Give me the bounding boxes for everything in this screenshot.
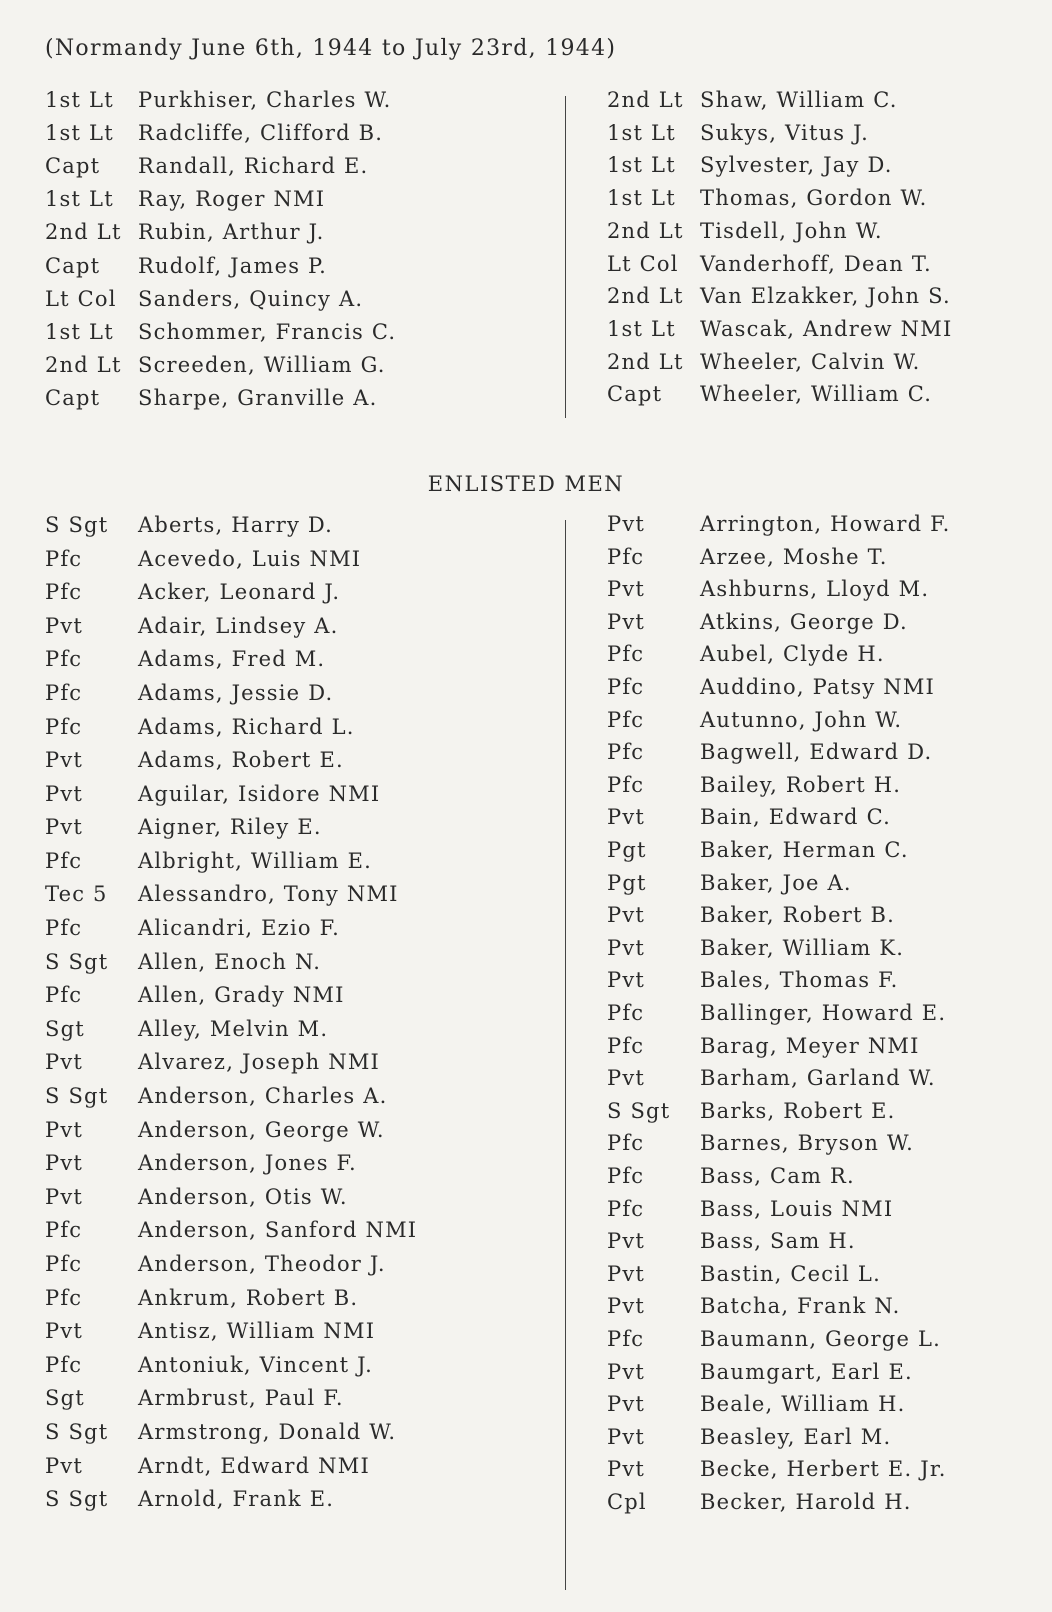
rank-label: Capt (45, 385, 101, 410)
person-name: Adair, Lindsey A. (138, 613, 339, 638)
rank-label: Pgt (607, 870, 647, 895)
person-name: Alicandri, Ezio F. (138, 916, 340, 941)
rank-label: Capt (45, 154, 101, 179)
rank-label: Pfc (607, 772, 645, 797)
person-name: Beale, William H. (700, 1392, 906, 1417)
person-name: Anderson, Otis W. (138, 1184, 348, 1209)
rank-label: 2nd Lt (607, 284, 684, 309)
rank-label: Pvt (607, 935, 646, 960)
rank-label: Pfc (45, 680, 83, 705)
person-name: Alessandro, Tony NMI (138, 882, 399, 907)
rank-label: Cpl (607, 1490, 647, 1514)
person-name: Ashburns, Lloyd M. (700, 577, 930, 602)
enlisted-column-divider (565, 520, 566, 1590)
person-name: Adams, Richard L. (138, 714, 355, 739)
person-name: Ankrum, Robert B. (138, 1285, 359, 1310)
person-name: Autunno, John W. (700, 707, 903, 732)
rank-label: 1st Lt (45, 121, 114, 146)
rank-label: Pfc (45, 983, 83, 1008)
rank-label: 1st Lt (45, 319, 114, 344)
person-name: Baker, Robert B. (700, 903, 895, 928)
rank-label: 1st Lt (45, 187, 114, 212)
person-name: Radcliffe, Clifford B. (138, 121, 384, 146)
rank-label: Sgt (45, 1016, 85, 1041)
person-name: Anderson, George W. (138, 1117, 385, 1142)
person-name: Barham, Garland W. (700, 1066, 936, 1091)
person-name: Bass, Cam R. (700, 1164, 855, 1188)
rank-label: Lt Col (607, 251, 679, 276)
rank-label: Pfc (607, 642, 645, 667)
rank-label: Pfc (607, 707, 645, 732)
page-heading: (Normandy June 6th, 1944 to July 23rd, 1944) (45, 36, 617, 61)
rank-label: Pvt (607, 1457, 646, 1482)
person-name: Anderson, Jones F. (138, 1151, 357, 1176)
person-name: Ray, Roger NMI (138, 187, 326, 212)
person-name: Alvarez, Joseph NMI (138, 1050, 381, 1075)
rank-label: 1st Lt (45, 88, 114, 112)
rank-label: 2nd Lt (45, 352, 122, 377)
rank-label: Pvt (45, 1151, 84, 1176)
person-name: Screeden, William G. (138, 352, 386, 377)
rank-label: Pvt (45, 1453, 84, 1478)
person-name: Batcha, Frank N. (700, 1294, 901, 1319)
rank-label: S Sgt (45, 1487, 109, 1512)
rank-label: S Sgt (45, 1419, 109, 1444)
person-name: Becker, Harold H. (700, 1490, 912, 1514)
rank-label: S Sgt (45, 513, 109, 537)
rank-label: 1st Lt (607, 186, 676, 211)
rank-label: Pfc (607, 1033, 645, 1058)
rank-label: Pfc (45, 714, 83, 739)
person-name: Anderson, Theodor J. (138, 1251, 386, 1276)
person-name: Baker, William K. (700, 935, 905, 960)
person-name: Antoniuk, Vincent J. (138, 1352, 373, 1377)
person-name: Wascak, Andrew NMI (700, 316, 953, 341)
rank-label: Pvt (607, 512, 646, 536)
rank-label: Pvt (607, 1261, 646, 1286)
person-name: Van Elzakker, John S. (700, 284, 951, 309)
rank-label: Pfc (45, 1285, 83, 1310)
person-name: Purkhiser, Charles W. (138, 88, 392, 112)
rank-label: Pfc (607, 1131, 645, 1156)
rank-label: Pvt (45, 1184, 84, 1209)
person-name: Ballinger, Howard E. (700, 1001, 947, 1025)
rank-label: S Sgt (45, 1084, 109, 1109)
person-name: Antisz, William NMI (138, 1319, 376, 1344)
person-name: Beasley, Earl M. (700, 1424, 892, 1449)
rank-label: 1st Lt (607, 153, 676, 178)
rank-label: Pvt (607, 609, 646, 634)
rank-label: Pfc (45, 848, 83, 873)
person-name: Sharpe, Granville A. (138, 385, 378, 410)
person-name: Arnold, Frank E. (138, 1487, 335, 1512)
rank-label: Pvt (607, 968, 646, 993)
person-name: Baker, Joe A. (700, 870, 852, 895)
person-name: Thomas, Gordon W. (700, 186, 928, 211)
person-name: Sukys, Vitus J. (700, 120, 870, 145)
person-name: Baumgart, Earl E. (700, 1359, 913, 1384)
person-name: Armbrust, Paul F. (138, 1386, 344, 1411)
rank-label: Pvt (45, 781, 84, 806)
person-name: Bass, Louis NMI (700, 1196, 894, 1221)
rank-label: Pfc (607, 1327, 645, 1351)
rank-label: Pvt (607, 1424, 646, 1449)
rank-label: Capt (45, 253, 101, 278)
person-name: Allen, Grady NMI (138, 983, 345, 1008)
rank-label: Pvt (607, 1359, 646, 1384)
person-name: Sylvester, Jay D. (700, 153, 893, 178)
person-name: Arzee, Moshe T. (700, 544, 888, 569)
person-name: Bailey, Robert H. (700, 772, 902, 797)
person-name: Aubel, Clyde H. (700, 642, 885, 667)
person-name: Shaw, William C. (700, 88, 898, 112)
person-name: Acker, Leonard J. (138, 580, 341, 605)
rank-label: Pvt (45, 815, 84, 840)
rank-label: Sgt (45, 1386, 85, 1411)
rank-label: Pvt (45, 1319, 84, 1344)
person-name: Adams, Jessie D. (138, 680, 334, 705)
rank-label: Pvt (607, 1229, 646, 1254)
person-name: Allen, Enoch N. (138, 949, 322, 974)
person-name: Auddino, Patsy NMI (700, 675, 936, 699)
rank-label: Pvt (45, 1117, 84, 1142)
person-name: Albright, William E. (138, 848, 373, 873)
person-name: Bales, Thomas F. (700, 968, 899, 993)
person-name: Armstrong, Donald W. (138, 1419, 397, 1444)
rank-label: 2nd Lt (607, 88, 684, 112)
person-name: Sanders, Quincy A. (138, 286, 364, 311)
rank-label: Pvt (45, 1050, 84, 1075)
rank-label: Pfc (607, 1001, 645, 1025)
person-name: Adams, Fred M. (138, 647, 326, 672)
rank-label: 2nd Lt (45, 220, 122, 245)
person-name: Randall, Richard E. (138, 154, 369, 179)
rank-label: Pfc (45, 1352, 83, 1377)
rank-label: Pvt (45, 748, 84, 773)
rank-label: 2nd Lt (607, 218, 684, 243)
person-name: Barag, Meyer NMI (700, 1033, 920, 1058)
rank-label: Pgt (607, 838, 647, 862)
rank-label: 1st Lt (607, 120, 676, 145)
rank-label: Pvt (607, 1066, 646, 1091)
rank-label: S Sgt (45, 949, 109, 974)
rank-label: Tec 5 (45, 882, 108, 907)
rank-label: Pfc (45, 1251, 83, 1276)
person-name: Anderson, Charles A. (138, 1084, 388, 1109)
rank-label: Pfc (607, 1196, 645, 1221)
rank-label: Pvt (607, 903, 646, 928)
person-name: Bain, Edward C. (700, 805, 891, 830)
rank-label: Pfc (607, 544, 645, 569)
person-name: Alley, Melvin M. (138, 1016, 329, 1041)
rank-label: Pfc (607, 740, 645, 765)
person-name: Rudolf, James P. (138, 253, 327, 278)
person-name: Baker, Herman C. (700, 838, 909, 862)
person-name: Anderson, Sanford NMI (138, 1218, 418, 1243)
rank-label: S Sgt (607, 1098, 671, 1123)
person-name: Becke, Herbert E. Jr. (700, 1457, 947, 1482)
person-name: Acevedo, Luis NMI (138, 546, 362, 571)
rank-label: Pvt (607, 1294, 646, 1319)
person-name: Barnes, Bryson W. (700, 1131, 915, 1156)
person-name: Atkins, George D. (700, 609, 908, 634)
rank-label: Pfc (607, 675, 645, 699)
person-name: Vanderhoff, Dean T. (700, 251, 932, 276)
person-name: Arrington, Howard F. (700, 512, 951, 536)
rank-label: Pfc (45, 916, 83, 941)
rank-label: Pvt (607, 805, 646, 830)
person-name: Bagwell, Edward D. (700, 740, 933, 765)
rank-label: 1st Lt (607, 316, 676, 341)
person-name: Bastin, Cecil L. (700, 1261, 881, 1286)
person-name: Barks, Robert E. (700, 1098, 896, 1123)
person-name: Baumann, George L. (700, 1327, 941, 1351)
person-name: Adams, Robert E. (138, 748, 344, 773)
rank-label: Pvt (45, 613, 84, 638)
rank-label: Capt (607, 382, 663, 407)
person-name: Schommer, Francis C. (138, 319, 397, 344)
person-name: Bass, Sam H. (700, 1229, 856, 1254)
rank-label: Pvt (607, 1392, 646, 1417)
rank-label: Pfc (45, 580, 83, 605)
rank-label: Pfc (45, 546, 83, 571)
person-name: Aguilar, Isidore NMI (138, 781, 381, 806)
person-name: Wheeler, William C. (700, 382, 933, 407)
officers-column-divider (565, 96, 566, 418)
rank-label: 2nd Lt (607, 349, 684, 374)
rank-label: Pfc (45, 647, 83, 672)
rank-label: Pvt (607, 577, 646, 602)
person-name: Tisdell, John W. (700, 218, 883, 243)
rank-label: Pfc (607, 1164, 645, 1188)
person-name: Rubin, Arthur J. (138, 220, 325, 245)
person-name: Aberts, Harry D. (138, 513, 334, 537)
enlisted-men-heading: ENLISTED MEN (427, 472, 625, 496)
rank-label: Lt Col (45, 286, 117, 311)
rank-label: Pfc (45, 1218, 83, 1243)
person-name: Wheeler, Calvin W. (700, 349, 921, 374)
person-name: Aigner, Riley E. (138, 815, 322, 840)
person-name: Arndt, Edward NMI (138, 1453, 370, 1478)
